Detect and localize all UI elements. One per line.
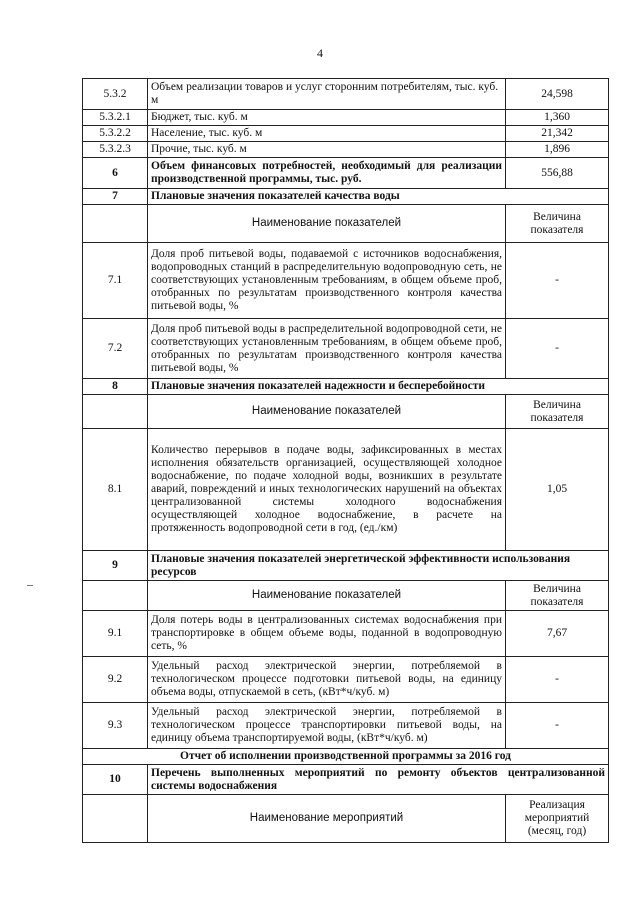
section-title: Перечень выполненных мероприятий по ремонту объектов централизованной системы водоснабжения	[148, 765, 609, 795]
table-row	[83, 142, 609, 158]
row-value: -	[506, 703, 609, 749]
section-heading-row	[83, 551, 609, 581]
column-header-value: Реализация мероприятий (месяц, год)	[506, 795, 609, 843]
indicators-table	[82, 78, 609, 843]
table-row	[83, 158, 609, 189]
row-value: 1,05	[506, 429, 609, 551]
section-number: 9	[83, 551, 148, 581]
column-header-row	[83, 205, 609, 243]
table-row	[83, 110, 609, 126]
row-value: 1,896	[506, 142, 609, 158]
report-title: Отчет об исполнении производственной программы за 2016 год	[83, 749, 609, 765]
column-header-row	[83, 395, 609, 429]
table-row	[83, 657, 609, 703]
column-header-value: Величина показателя	[506, 395, 609, 429]
empty-cell	[83, 795, 148, 843]
row-text: Население, тыс. куб. м	[148, 126, 506, 142]
row-text: Удельный расход электрической энергии, потребляемой в технологическом процессе подготовки питьевой воды, на единицу объема воды, отпускаемой в сеть, (кВт*ч/куб. м)	[148, 657, 506, 703]
table-row	[83, 126, 609, 142]
table-row	[83, 429, 609, 551]
column-header-name: Наименование показателей	[148, 395, 506, 429]
page-number: 4	[317, 46, 323, 60]
row-text: Доля проб питьевой воды в распределительной водопроводной сети, не соответствующих установленным требованиям, в общем объеме проб, отобранных по результатам производственного контроля качества питьевой воды, %	[148, 319, 506, 379]
row-number: 9.2	[83, 657, 148, 703]
column-header-value: Величина показателя	[506, 205, 609, 243]
row-number: 5.3.2.1	[83, 110, 148, 126]
row-value: 1,360	[506, 110, 609, 126]
table-row	[83, 79, 609, 110]
row-number: 6	[83, 158, 148, 189]
row-number: 7.2	[83, 319, 148, 379]
empty-cell	[83, 395, 148, 429]
row-text: Бюджет, тыс. куб. м	[148, 110, 506, 126]
section-title: Плановые значения показателей энергетической эффективности использования ресурсов	[148, 551, 609, 581]
row-value: 7,67	[506, 611, 609, 657]
row-value: -	[506, 243, 609, 319]
row-value: -	[506, 657, 609, 703]
column-header-name: Наименование показателей	[148, 581, 506, 611]
section-heading-row	[83, 189, 609, 205]
section-number: 7	[83, 189, 148, 205]
row-number: 5.3.2.2	[83, 126, 148, 142]
row-text: Удельный расход электрической энергии, потребляемой в технологическом процессе транспортировки питьевой воды, на единицу объема транспортируемой воды, (кВт*ч/куб. м)	[148, 703, 506, 749]
row-text: Доля потерь воды в централизованных системах водоснабжения при транспортировке в общем объеме воды, поданной в водопроводную сеть, %	[148, 611, 506, 657]
table-row	[83, 703, 609, 749]
empty-cell	[83, 205, 148, 243]
row-number: 9.3	[83, 703, 148, 749]
table-row	[83, 611, 609, 657]
section-title: Плановые значения показателей надежности и бесперебойности	[148, 379, 609, 395]
row-text: Объем финансовых потребностей, необходимый для реализации производственной программы, тыс. руб.	[148, 158, 506, 189]
column-header-name: Наименование мероприятий	[148, 795, 506, 843]
column-header-name: Наименование показателей	[148, 205, 506, 243]
row-value: 556,88	[506, 158, 609, 189]
section-heading-row	[83, 765, 609, 795]
row-number: 9.1	[83, 611, 148, 657]
row-value: -	[506, 319, 609, 379]
column-header-row	[83, 795, 609, 843]
scan-mark	[27, 585, 33, 586]
section-title: Плановые значения показателей качества воды	[148, 189, 609, 205]
row-text: Прочие, тыс. куб. м	[148, 142, 506, 158]
row-value: 24,598	[506, 79, 609, 110]
row-value: 21,342	[506, 126, 609, 142]
row-text: Количество перерывов в подаче воды, зафиксированных в местах исполнения обязательств организацией, осуществляющей холодное водоснабжение, по подаче холодной воды, возникших в результате аварий, повреждений и иных технологических нарушений на объектах централизованной системы холодного водоснабжения осуществляющей холодное водоснабжение, в расчете на протяженность водопроводной сети в год, (ед./км)	[148, 429, 506, 551]
row-number: 7.1	[83, 243, 148, 319]
row-text: Доля проб питьевой воды, подаваемой с источников водоснабжения, водопроводных станций в распределительную водопроводную сеть, не соответствующих установленным требованиям, в общем объеме проб, отобранных по результатам производственного контроля качества питьевой воды, %	[148, 243, 506, 319]
table-row	[83, 243, 609, 319]
section-heading-row	[83, 379, 609, 395]
column-header-value: Величина показателя	[506, 581, 609, 611]
table-row	[83, 319, 609, 379]
section-number: 10	[83, 765, 148, 795]
row-text: Объем реализации товаров и услуг сторонним потребителям, тыс. куб. м	[148, 79, 506, 110]
column-header-row	[83, 581, 609, 611]
row-number: 8.1	[83, 429, 148, 551]
section-number: 8	[83, 379, 148, 395]
empty-cell	[83, 581, 148, 611]
row-number: 5.3.2.3	[83, 142, 148, 158]
report-title-row	[83, 749, 609, 765]
row-number: 5.3.2	[83, 79, 148, 110]
